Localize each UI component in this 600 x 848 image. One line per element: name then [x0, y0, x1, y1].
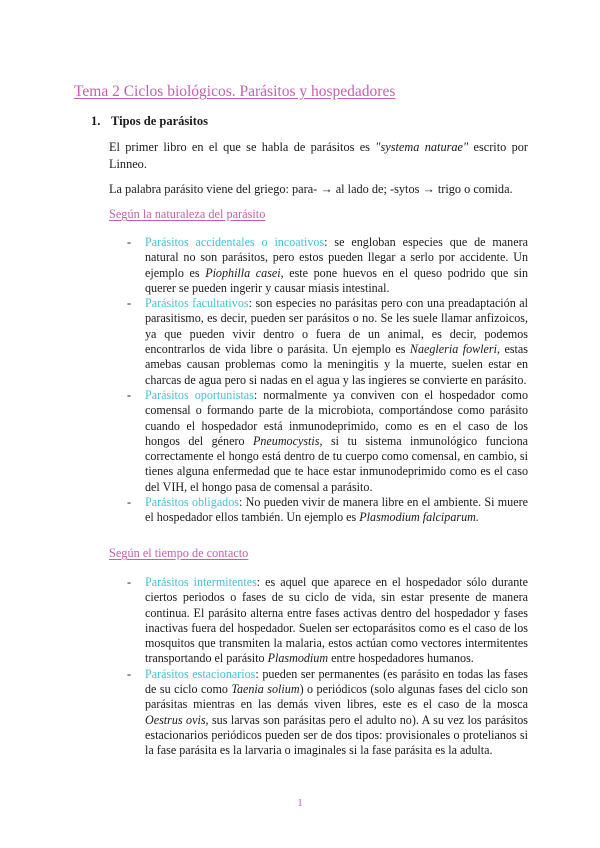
list-item: [109, 296, 528, 388]
item-text: : es aquel que aparece en el hospedador sólo durante ciertos periodos o fases de su ciclo de vida, sin estar presente de manera continua. El parásito alterna entre fases activas dentro del hospedador y fases inactivas fuera del hospedador. Suelen ser ectoparásitos como es el caso de los mosquitos que transmiten la malaria, estos actúan como vectores intermitentes transportando el parásito: [145, 575, 528, 666]
item-text: : pueden ser permanentes (es parásito en todas las fases de su ciclo como: [145, 666, 528, 697]
document-title: Tema 2 Ciclos biológicos. Parásitos y hospedadores: [74, 83, 396, 100]
list-item: [109, 495, 528, 526]
book-title: "systema naturae": [375, 140, 469, 154]
item-text: sus larvas son parásitas pero el adulto no). A su vez los parásitos estacionarios periódicos pueden ser de dos tipos: provisionales o protelianos si la fase parásita es la larvaria o imaginales si la fase parásita es la adulta.: [145, 712, 528, 758]
species-name: Piophilla casei,: [205, 265, 284, 280]
list-tiempo: [109, 575, 528, 759]
item-text: : normalmente ya conviven con el hospedador como comensal o formando parte de la microbiota, comportándose como parásito cuando el hospedador está inmunodeprimido, como es en el caso de los hongos del género: [145, 387, 528, 448]
species-name: Taenia solium: [231, 682, 300, 697]
list-marker: -: [127, 296, 132, 311]
list-item: [109, 667, 528, 759]
list-marker: -: [127, 495, 132, 510]
genus-name: Pneumocystis,: [252, 433, 323, 448]
subheading-tiempo: Según el tiempo de contacto: [109, 546, 249, 560]
list-marker: -: [127, 235, 132, 249]
species-name: Plasmodium falciparum.: [359, 510, 479, 525]
species-name: Naegleria fowleri: [409, 342, 497, 357]
term-oportunistas: Parásitos oportunistas: [145, 387, 254, 402]
intro-text: El primer libro en el que se habla de parásitos es: [109, 140, 376, 154]
item-text: : son especies no parásitas pero con una preadaptación al parasitismo, es decir, pueden ser parásitos o no. Se les suele llamar anfizoicos, ya que pueden vivir dentro o fuera de un animal, es decir, podemos encontrarlos de vida libre o parásita. Un ejemplo es: [145, 296, 528, 357]
item-text: , estas amebas causan problemas como la meningitis y la muerte, suelen estar en charcas de agua pero si nadas en el agua y las ingieres se convierte en parásito.: [145, 342, 528, 387]
term-estacionarios: Parásitos estacionarios: [145, 666, 256, 681]
intro-paragraph-2: La palabra parásito viene del griego: para- → al lado de; -sytos → trigo o comida.: [109, 182, 513, 196]
list-marker: -: [127, 575, 132, 589]
item-text: si tu sistema inmunológico funciona correctamente el hongo está dentro de tu cuerpo como comensal, en cambio, si tienes alguna enfermedad que te hace estar inmunodeprimido como es el caso del VIH, el hongo pasa de comensal a parásito.: [145, 433, 528, 494]
species-name: Oestrus ovis,: [145, 712, 209, 727]
section-title: Tipos de parásitos: [111, 114, 209, 128]
term-facultativos: Parásitos facultativos: [145, 296, 249, 311]
item-text: entre hospedadores humanos.: [328, 651, 474, 666]
list-marker: -: [127, 387, 132, 402]
item-text: : No pueden vivir de manera libre en el ambiente. Si muere el hospedador ellos también. Un ejemplo es: [145, 495, 528, 525]
term-accidentales: Parásitos accidentales o incoativos: [145, 235, 325, 249]
page-number: 1: [297, 797, 303, 809]
term-obligados: Parásitos obligados: [145, 495, 239, 510]
item-text: : se engloban especies que de manera natural no son parásitos, pero estos pueden llegar a serlo por accidente. Un ejemplo es: [145, 235, 528, 280]
list-marker: -: [127, 666, 132, 681]
list-naturaleza: [109, 235, 528, 526]
intro-paragraph-1: [109, 139, 528, 173]
section-number: 1.: [91, 114, 101, 128]
item-text: este pone huevos en el queso podrido que sin querer se pueden ingerir y causar miasis intestinal.: [145, 265, 528, 295]
list-item: [109, 235, 528, 296]
term-intermitentes: Parásitos intermitentes: [145, 575, 257, 589]
list-item: [109, 388, 528, 495]
list-item: [109, 575, 528, 667]
subheading-naturaleza: Según la naturaleza del parásito: [109, 207, 266, 221]
section-heading: [91, 114, 208, 129]
genus-name: Plasmodium: [267, 651, 329, 666]
item-text: ) o periódicos (solo algunas fases del ciclo son parásitas mientras en las demás viven libres, este es el caso de la mosca: [145, 682, 529, 712]
intro-text: escrito por Linneo.: [109, 140, 528, 171]
